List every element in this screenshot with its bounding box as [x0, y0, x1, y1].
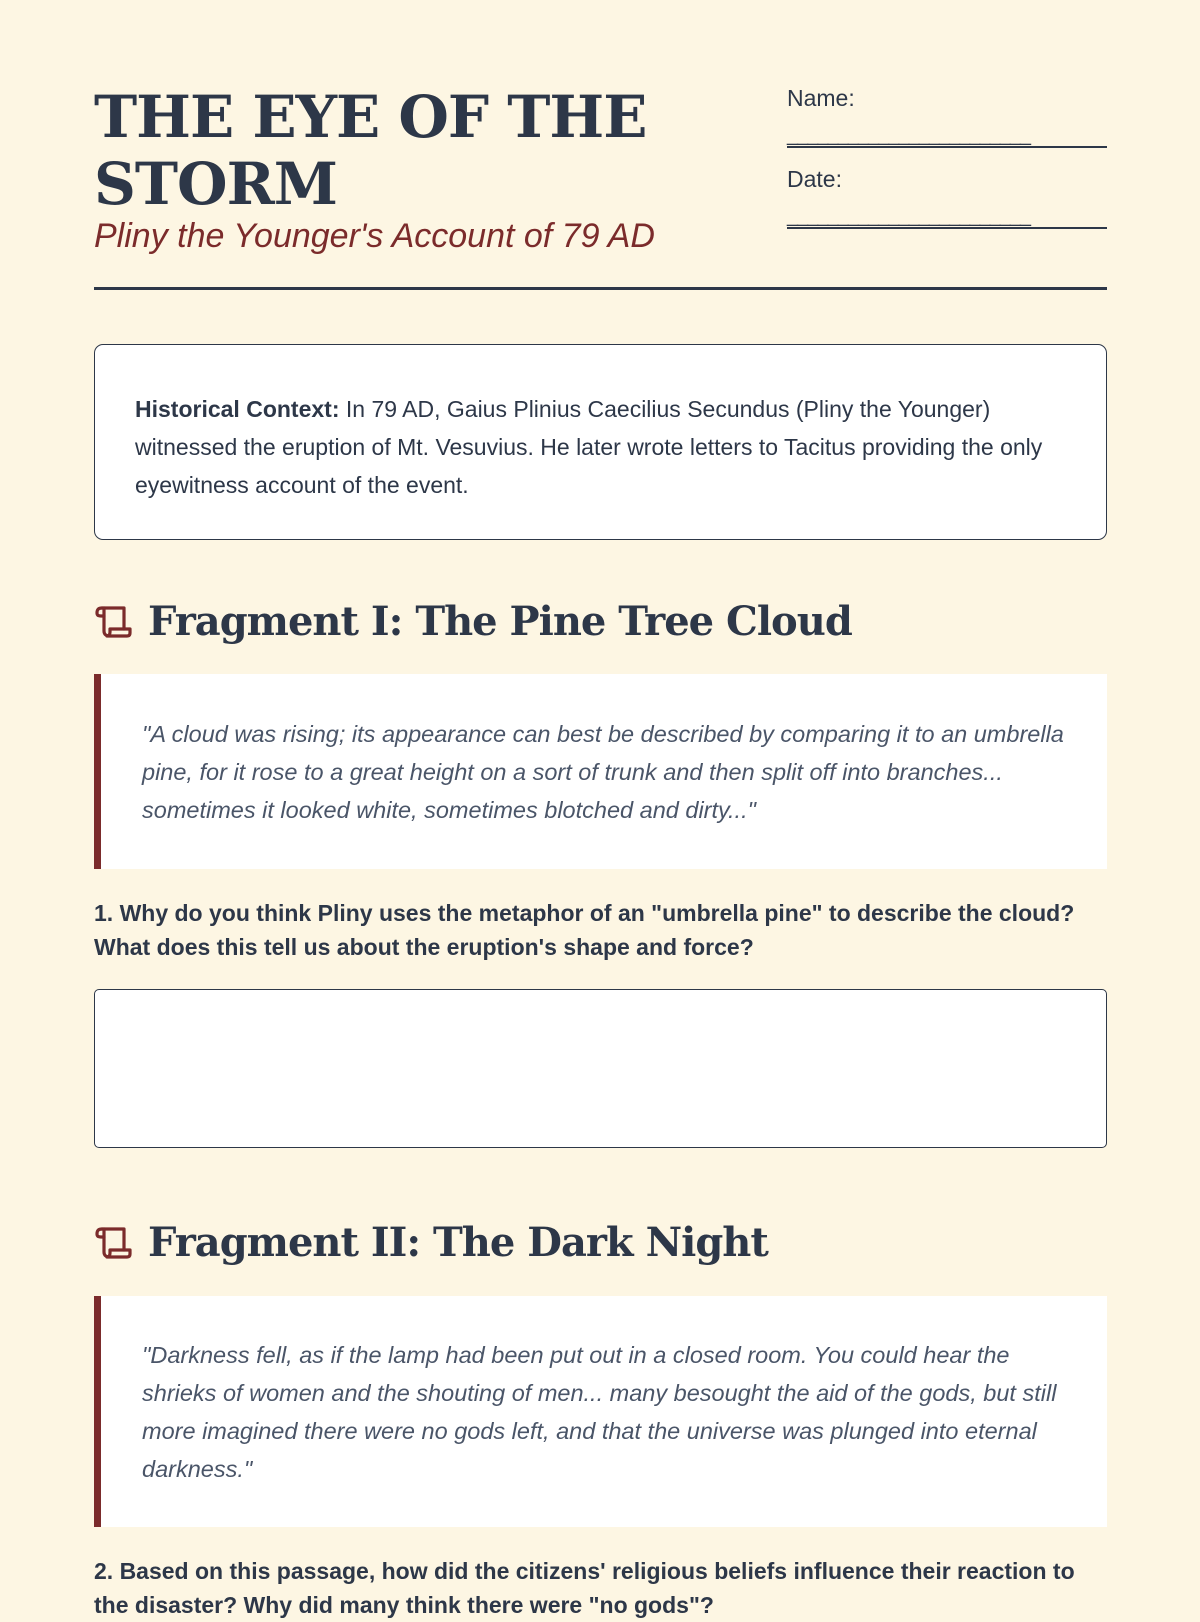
name-label: Name: — [787, 85, 855, 111]
name-field[interactable]: ________________________ — [787, 124, 1107, 148]
question-1: 1. Why do you think Pliny uses the metaphor of an "umbrella pine" to describe the cloud? What does this tell us about the eruption's shape and force? — [94, 900, 1075, 960]
answer-box-1[interactable] — [94, 989, 1107, 1148]
fragment-1-title: Fragment I: The Pine Tree Cloud — [148, 598, 852, 645]
scroll-icon — [94, 603, 132, 641]
date-field[interactable]: ________________________ — [787, 205, 1107, 229]
fragment-2-title: Fragment II: The Dark Night — [148, 1219, 768, 1266]
context-text: In 79 AD, Gaius Plinius Caecilius Secundus (Pliny the Younger) witnessed the eruption of Mt. Vesuvius. He later wrote letters to Tacitus providing the only eyewitness account of the event. — [135, 396, 1043, 498]
date-label: Date: — [787, 166, 842, 192]
fragment-1-quote: "A cloud was rising; its appearance can best be described by comparing it to an umbrella pine, for it rose to a great height on a sort of trunk and then split off into branches... sometimes it looked white, sometimes blotched and dirty..." — [94, 674, 1107, 869]
scroll-icon — [94, 1224, 132, 1262]
question-2: 2. Based on this passage, how did the citizens' religious beliefs influence their reaction to the disaster? Why did many think there were "no gods"? — [94, 1558, 1075, 1618]
student-info — [787, 80, 1107, 242]
fragment-1-heading — [94, 594, 1107, 650]
fragment-2-heading — [94, 1215, 1107, 1271]
worksheet-header — [94, 80, 1107, 288]
page-title: THE EYE OF THE STORM — [94, 83, 647, 218]
fragment-2-quote: "Darkness fell, as if the lamp had been put out in a closed room. You could hear the shrieks of women and the shouting of men... many besought the aid of the gods, but still more imagined there were no gods left, and that the universe was plunged into eternal darkness." — [94, 1296, 1107, 1527]
name-row — [787, 80, 1107, 161]
historical-context-box — [94, 344, 1107, 540]
header-divider — [94, 287, 1107, 290]
context-label: Historical Context: — [135, 396, 340, 422]
page-subtitle: Pliny the Younger's Account of 79 AD — [94, 217, 655, 255]
date-row — [787, 161, 1107, 242]
